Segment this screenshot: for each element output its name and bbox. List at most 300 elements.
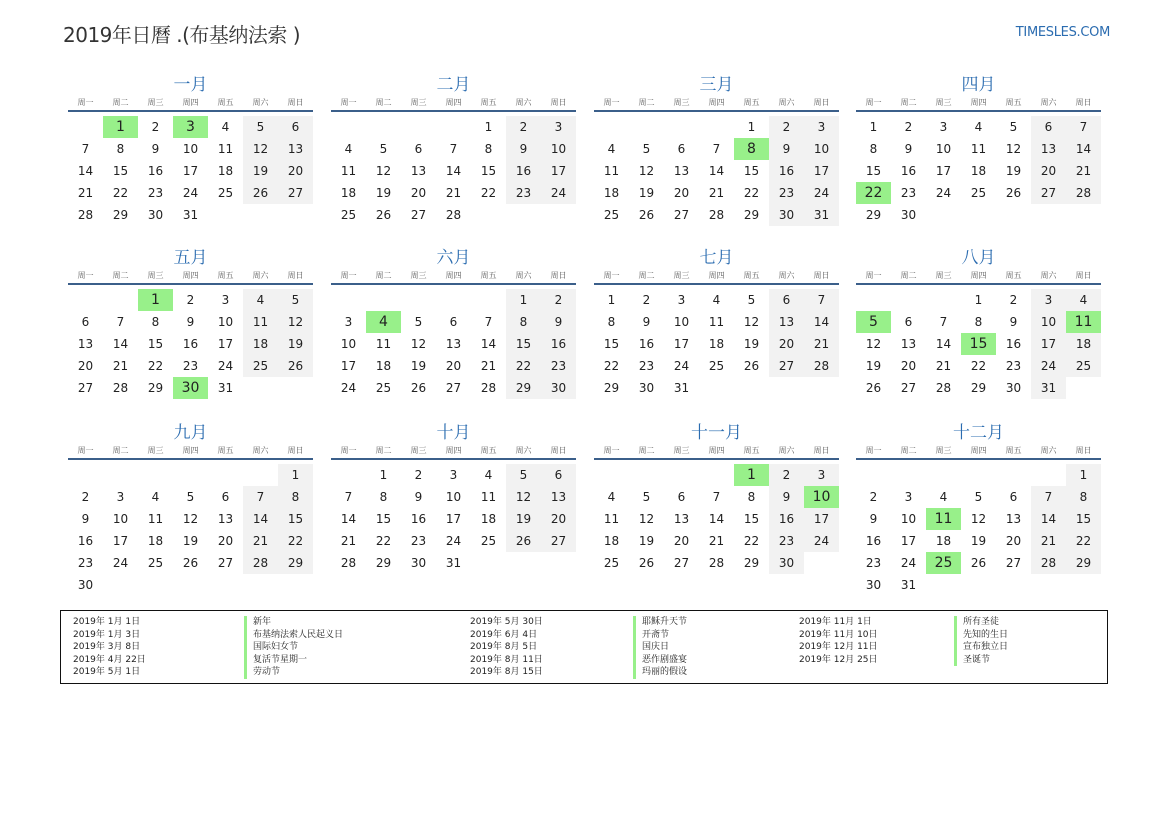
day-cell: 9 [414,490,423,504]
day-cell: 15 [743,164,760,178]
weekday-label: 周日 [287,446,304,455]
weekday-header [331,444,576,460]
day-cell: 23 [769,530,804,552]
legend-entry: 复活节星期一 [253,654,308,665]
day-cell: 24 [217,359,234,373]
day-cell: 24 [340,381,357,395]
day-cell: 16 [182,337,199,351]
day-cell: 3 [939,120,948,134]
weekday-label: 周一 [865,98,882,107]
day-cell: 14 [340,512,357,526]
day-cell: 30 [769,204,804,226]
day-cell: 3 [116,490,125,504]
day-cell: 26 [375,208,392,222]
day-cell: 13 [445,337,462,351]
day-cell: 11 [480,490,497,504]
month-name: 十一月 [691,423,742,443]
day-cell: 16 [769,160,804,182]
day-cell: 6 [278,116,313,138]
weekday-label: 周五 [743,271,760,280]
day-cell: 28 [708,208,725,222]
day-cell: 7 [449,142,458,156]
day-cell: 9 [506,138,541,160]
day-cell: 6 [1009,490,1018,504]
day-cell: 22 [112,186,129,200]
month-4 [856,74,1101,226]
day-cell: 26 [410,381,427,395]
holiday-day-cell: 8 [734,138,769,160]
day-cell: 1 [1066,464,1101,486]
day-cell: 7 [1066,116,1101,138]
day-cell: 5 [414,315,423,329]
weekday-label: 周六 [252,271,269,280]
day-cell: 6 [769,289,804,311]
day-cell: 1 [869,120,878,134]
day-cell: 19 [182,534,199,548]
day-cell: 29 [603,381,620,395]
day-cell: 17 [182,164,199,178]
day-grid [594,464,839,574]
day-cell: 31 [673,381,690,395]
day-cell: 3 [344,315,353,329]
month-10 [331,422,576,574]
day-cell: 14 [480,337,497,351]
day-cell: 2 [1009,293,1018,307]
day-cell: 4 [1066,289,1101,311]
weekday-header [594,444,839,460]
day-cell: 20 [1005,534,1022,548]
day-cell: 19 [970,534,987,548]
day-cell: 4 [151,490,160,504]
weekday-label: 周二 [900,446,917,455]
day-cell: 23 [865,556,882,570]
weekday-label: 周三 [410,446,427,455]
day-grid [331,464,576,574]
weekday-label: 周四 [970,271,987,280]
day-cell: 8 [869,142,878,156]
day-cell: 29 [375,556,392,570]
day-cell: 12 [743,315,760,329]
day-cell: 21 [804,333,839,355]
day-cell: 27 [900,381,917,395]
day-cell: 7 [1031,486,1066,508]
day-cell: 13 [541,486,576,508]
day-cell: 18 [708,337,725,351]
weekday-label: 周二 [112,271,129,280]
empty-cell [856,464,891,486]
day-cell: 25 [970,186,987,200]
day-cell: 2 [869,490,878,504]
day-cell: 15 [480,164,497,178]
weekday-label: 周四 [182,446,199,455]
weekday-label: 周五 [743,98,760,107]
day-cell: 27 [1031,182,1066,204]
month-8 [856,247,1101,399]
day-cell: 20 [673,186,690,200]
weekday-label: 周一 [865,271,882,280]
day-cell: 17 [804,508,839,530]
day-cell: 28 [77,208,94,222]
day-cell: 6 [414,142,423,156]
day-cell: 30 [410,556,427,570]
legend-entry: 所有圣徒 [963,617,1000,627]
day-cell: 14 [77,164,94,178]
weekday-label: 周二 [112,446,129,455]
weekday-label: 周四 [445,446,462,455]
empty-cell [401,289,436,311]
day-cell: 31 [182,208,199,222]
day-cell: 30 [865,578,882,592]
holiday-day-cell: 1 [734,464,769,486]
day-cell: 3 [904,490,913,504]
weekday-label: 周三 [673,271,690,280]
day-cell: 18 [970,164,987,178]
day-cell: 15 [112,164,129,178]
legend-entry: 劳动节 [253,667,281,678]
day-cell: 5 [642,490,651,504]
weekday-header [68,269,313,285]
weekday-label: 周一 [340,446,357,455]
weekday-label: 周三 [935,271,952,280]
day-cell: 4 [974,120,983,134]
day-cell: 12 [638,512,655,526]
day-cell: 29 [506,377,541,399]
day-cell: 7 [81,142,90,156]
weekday-label: 周六 [515,271,532,280]
day-cell: 2 [541,289,576,311]
day-cell: 18 [375,359,392,373]
day-cell: 26 [638,556,655,570]
day-cell: 17 [340,359,357,373]
day-cell: 27 [410,208,427,222]
holiday-day-cell: 3 [173,116,208,138]
day-cell: 18 [243,333,278,355]
empty-cell [68,464,103,486]
month-11 [594,422,839,574]
legend-dates-col-3 [799,616,878,666]
empty-cell [68,116,103,138]
empty-cell [401,116,436,138]
legend-entry: 2019年 8月 15日 [470,667,543,678]
holiday-legend [60,610,1108,684]
day-cell: 15 [603,337,620,351]
day-grid [594,289,839,399]
day-cell: 21 [340,534,357,548]
day-cell: 17 [1031,333,1066,355]
day-cell: 11 [970,142,987,156]
weekday-label: 周二 [638,446,655,455]
day-cell: 18 [217,164,234,178]
weekday-label: 周二 [900,98,917,107]
day-cell: 6 [221,490,230,504]
empty-cell [594,116,629,138]
day-cell: 19 [1005,164,1022,178]
day-cell: 22 [743,534,760,548]
day-cell: 27 [217,556,234,570]
weekday-label: 周五 [743,446,760,455]
day-cell: 13 [410,164,427,178]
empty-cell [856,289,891,311]
day-cell: 21 [1031,530,1066,552]
month-name: 三月 [699,75,734,95]
day-cell: 26 [1005,186,1022,200]
day-cell: 12 [375,164,392,178]
day-cell: 14 [708,512,725,526]
weekday-label: 周五 [217,98,234,107]
day-cell: 13 [900,337,917,351]
day-cell: 1 [506,289,541,311]
day-cell: 2 [186,293,195,307]
weekday-label: 周日 [813,271,830,280]
weekday-label: 周六 [515,446,532,455]
day-cell: 19 [278,333,313,355]
day-cell: 23 [506,182,541,204]
day-cell: 25 [217,186,234,200]
weekday-label: 周六 [778,271,795,280]
legend-entry: 国际妇女节 [253,642,299,653]
day-cell: 1 [747,120,756,134]
day-cell: 25 [480,534,497,548]
day-cell: 17 [541,160,576,182]
weekday-header [68,96,313,112]
day-cell: 22 [1066,530,1101,552]
day-cell: 14 [243,508,278,530]
day-cell: 20 [217,534,234,548]
day-cell: 4 [607,490,616,504]
legend-entry: 国庆日 [642,642,670,653]
day-cell: 22 [506,355,541,377]
day-cell: 5 [506,464,541,486]
legend-entry: 宣布独立日 [963,642,1009,653]
day-cell: 21 [1066,160,1101,182]
day-cell: 24 [112,556,129,570]
day-cell: 11 [708,315,725,329]
day-cell: 16 [1005,337,1022,351]
day-cell: 9 [869,512,878,526]
day-cell: 25 [1066,355,1101,377]
day-cell: 11 [603,164,620,178]
empty-cell [664,116,699,138]
page-title: 2019年日曆 .(布基纳法索 ) [63,23,301,47]
day-cell: 29 [743,208,760,222]
empty-cell [331,464,366,486]
day-cell: 2 [769,116,804,138]
legend-dates-col-1 [73,616,146,679]
day-cell: 26 [243,182,278,204]
weekday-label: 周五 [217,271,234,280]
legend-names-col-2 [633,616,687,679]
month-12 [856,422,1101,596]
day-cell: 5 [642,142,651,156]
day-grid [68,116,313,226]
day-cell: 12 [243,138,278,160]
day-cell: 23 [77,556,94,570]
day-cell: 25 [603,208,620,222]
day-cell: 5 [747,293,756,307]
day-cell: 24 [804,530,839,552]
empty-cell [629,116,664,138]
weekday-header [856,269,1101,285]
weekday-label: 周五 [480,446,497,455]
legend-entry: 恶作剧盛宴 [642,654,688,665]
month-name: 二月 [436,75,471,95]
month-3 [594,74,839,226]
day-cell: 26 [278,355,313,377]
day-cell: 24 [804,182,839,204]
weekday-label: 周五 [1005,271,1022,280]
day-cell: 9 [541,311,576,333]
day-cell: 19 [743,337,760,351]
day-cell: 13 [217,512,234,526]
empty-cell [961,464,996,486]
month-name: 九月 [173,423,208,443]
day-cell: 18 [603,186,620,200]
day-cell: 28 [112,381,129,395]
day-cell: 10 [340,337,357,351]
day-cell: 13 [77,337,94,351]
day-cell: 9 [769,138,804,160]
day-cell: 19 [865,359,882,373]
day-cell: 23 [147,186,164,200]
day-cell: 29 [970,381,987,395]
day-cell: 9 [186,315,195,329]
weekday-header [594,269,839,285]
day-cell: 20 [541,508,576,530]
day-cell: 1 [484,120,493,134]
day-cell: 6 [677,490,686,504]
day-cell: 9 [904,142,913,156]
day-cell: 11 [375,337,392,351]
day-cell: 28 [935,381,952,395]
day-cell: 3 [677,293,686,307]
day-cell: 14 [445,164,462,178]
day-cell: 10 [182,142,199,156]
legend-entry: 2019年 8月 11日 [470,654,543,665]
weekday-label: 周三 [147,271,164,280]
weekday-label: 周一 [340,98,357,107]
day-cell: 13 [1031,138,1066,160]
day-cell: 29 [278,552,313,574]
day-cell: 15 [375,512,392,526]
weekday-label: 周四 [182,271,199,280]
empty-cell [594,464,629,486]
day-cell: 24 [541,182,576,204]
weekday-label: 周三 [935,98,952,107]
day-cell: 30 [541,377,576,399]
weekday-label: 周一 [603,271,620,280]
day-cell: 23 [638,359,655,373]
month-7 [594,247,839,399]
day-cell: 10 [673,315,690,329]
weekday-label: 周三 [410,271,427,280]
day-cell: 21 [480,359,497,373]
day-cell: 13 [673,512,690,526]
empty-cell [436,116,471,138]
weekday-label: 周四 [708,446,725,455]
day-cell: 16 [865,534,882,548]
site-link[interactable]: TIMESLES.COM [1015,25,1110,40]
day-cell: 30 [769,552,804,574]
day-cell: 23 [410,534,427,548]
weekday-label: 周日 [550,446,567,455]
day-cell: 17 [673,337,690,351]
day-cell: 17 [900,534,917,548]
day-cell: 8 [1066,486,1101,508]
day-cell: 27 [673,208,690,222]
day-cell: 2 [769,464,804,486]
day-cell: 17 [112,534,129,548]
weekday-label: 周日 [813,98,830,107]
day-cell: 30 [147,208,164,222]
day-cell: 21 [112,359,129,373]
day-cell: 3 [449,468,458,482]
day-cell: 29 [1066,552,1101,574]
day-cell: 7 [116,315,125,329]
day-cell: 4 [607,142,616,156]
day-cell: 28 [340,556,357,570]
weekday-label: 周二 [112,98,129,107]
weekday-label: 周一 [77,271,94,280]
day-cell: 7 [712,490,721,504]
day-cell: 25 [375,381,392,395]
day-cell: 22 [147,359,164,373]
legend-entry: 耶稣升天节 [642,617,688,627]
month-6 [331,247,576,399]
weekday-label: 周三 [147,98,164,107]
day-cell: 15 [1066,508,1101,530]
day-cell: 24 [445,534,462,548]
day-cell: 9 [642,315,651,329]
month-5 [68,247,313,399]
holiday-day-cell: 25 [926,552,961,574]
weekday-label: 周日 [550,271,567,280]
month-name: 七月 [699,248,734,268]
empty-cell [926,464,961,486]
day-cell: 19 [638,534,655,548]
day-cell: 13 [769,311,804,333]
day-cell: 4 [712,293,721,307]
day-cell: 6 [81,315,90,329]
day-cell: 30 [1005,381,1022,395]
day-cell: 1 [974,293,983,307]
day-cell: 14 [1066,138,1101,160]
day-cell: 18 [1066,333,1101,355]
weekday-label: 周一 [77,98,94,107]
day-cell: 4 [243,289,278,311]
day-cell: 28 [445,208,462,222]
holiday-day-cell: 4 [366,311,401,333]
day-cell: 7 [939,315,948,329]
day-cell: 16 [410,512,427,526]
legend-dates-col-2 [470,616,543,679]
weekday-label: 周日 [1075,271,1092,280]
day-cell: 30 [77,578,94,592]
day-cell: 12 [182,512,199,526]
day-cell: 26 [743,359,760,373]
day-cell: 19 [638,186,655,200]
weekday-label: 周二 [900,271,917,280]
day-grid [594,116,839,226]
day-grid [68,289,313,399]
day-cell: 16 [506,160,541,182]
day-cell: 10 [217,315,234,329]
day-cell: 25 [708,359,725,373]
day-cell: 24 [673,359,690,373]
day-cell: 12 [638,164,655,178]
day-cell: 4 [939,490,948,504]
day-cell: 27 [278,182,313,204]
weekday-label: 周四 [970,98,987,107]
